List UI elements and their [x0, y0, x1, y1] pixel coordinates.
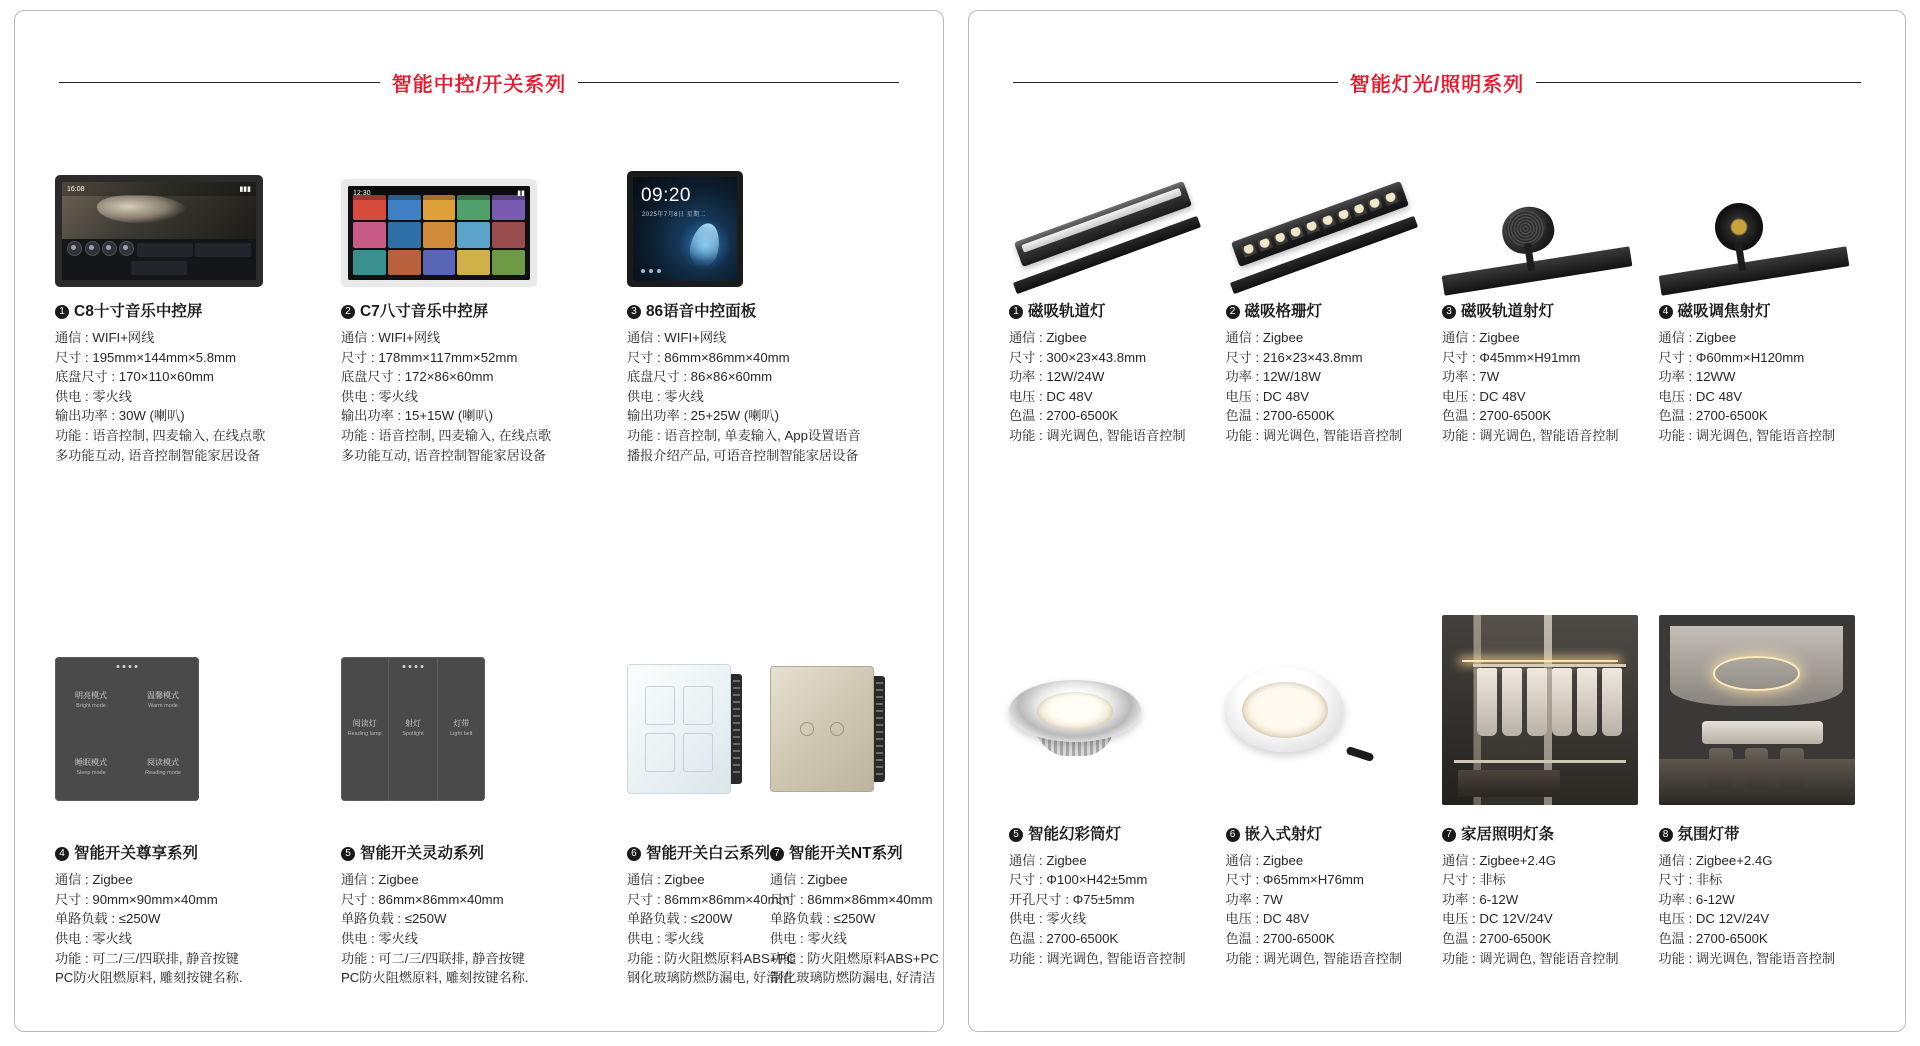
- product-image: [1009, 610, 1226, 810]
- product-spec: 功能 : 调光调色, 智能语音控制: [1225, 950, 1403, 966]
- product-spec: 供电 : 零火线: [340, 930, 418, 946]
- product-card: [769, 629, 939, 988]
- product-card: [55, 629, 341, 988]
- product-spec: 播报介绍产品, 可语音控制智能家居设备: [626, 447, 859, 463]
- product-spec: 功能 : 调光调色, 智能语音控制: [1658, 950, 1836, 966]
- product-index: 3: [1442, 305, 1456, 319]
- product-spec: 尺寸 : 300×23×43.8mm: [1009, 349, 1147, 365]
- product-card: [341, 629, 627, 988]
- product-spec: 功能 : 防火阻燃原料ABS+PC: [626, 950, 796, 966]
- product-index: 4: [1659, 305, 1673, 319]
- product-spec: 尺寸 : 195mm×144mm×5.8mm: [55, 349, 237, 365]
- rule-left: [59, 82, 380, 83]
- product-spec: 功率 : 12W/18W: [1225, 369, 1321, 385]
- product-spec: 通信 : Zigbee: [1225, 852, 1304, 868]
- product-title: 3 86语音中控面板: [627, 299, 913, 321]
- product-spec: 通信 : Zigbee: [1442, 330, 1520, 345]
- rule-right: [578, 82, 899, 83]
- panel-smart-control: [14, 10, 944, 1032]
- switch-button-label[interactable]: 睡眠模式 Sleep mode: [75, 757, 107, 776]
- product-spec: 尺寸 : Φ65mm×H76mm: [1225, 872, 1364, 888]
- section-title-right: 智能灯光/照明系列: [1349, 73, 1525, 96]
- screen-time: 16:08: [67, 185, 85, 193]
- product-spec: 尺寸 : 非标: [1658, 872, 1723, 888]
- switch-button-label[interactable]: 阅读模式 Reading mode: [145, 757, 181, 776]
- product-spec: 输出功率 : 15+15W (喇叭): [340, 408, 494, 424]
- switch-split-art: [341, 657, 485, 801]
- product-spec: 电压 : DC 12V/24V: [1442, 911, 1553, 927]
- product-image: [1226, 610, 1443, 810]
- product-spec: 功能 : 防火阻燃原料ABS+PC: [769, 950, 939, 966]
- product-image: [1226, 159, 1443, 287]
- product-spec: 功能 : 语音控制, 四麦输入, 在线点歌: [340, 427, 552, 443]
- product-spec: 通信 : Zigbee: [1009, 330, 1087, 345]
- row-spacer: [1009, 446, 1875, 610]
- product-title: 5 智能开关灵动系列: [341, 841, 627, 863]
- product-spec: 多功能互动, 语音控制智能家居设备: [55, 447, 261, 463]
- product-spec: 供电 : 零火线: [55, 930, 132, 946]
- rule-left: [1013, 82, 1338, 83]
- product-card: [341, 159, 627, 465]
- product-index: 8: [1659, 828, 1673, 842]
- track-spot-light-art: [1442, 169, 1642, 287]
- product-spec: 电压 : DC 12V/24V: [1658, 911, 1770, 927]
- product-card: [1442, 159, 1659, 446]
- product-spec: 色温 : 2700-6500K: [1225, 408, 1335, 424]
- product-spec: 尺寸 : 86mm×86mm×40mm: [340, 891, 504, 907]
- product-index: 5: [341, 847, 355, 861]
- section-header-right: [1013, 69, 1861, 95]
- product-image: [627, 629, 770, 829]
- product-index: 1: [1009, 305, 1023, 319]
- product-spec: 电压 : DC 48V: [1009, 388, 1093, 404]
- product-spec: 通信 : Zigbee: [769, 872, 848, 888]
- product-card: [1659, 610, 1876, 969]
- product-spec: 功率 : 7W: [1225, 891, 1283, 907]
- switch-button-label[interactable]: 温馨模式 Warm mode: [147, 690, 179, 709]
- product-spec: 功率 : 6-12W: [1658, 891, 1735, 907]
- switch-gold-art: [770, 666, 874, 792]
- product-spec: 尺寸 : 非标: [1442, 872, 1506, 888]
- product-spec: 功能 : 调光调色, 智能语音控制: [1009, 950, 1186, 966]
- switch-button-label[interactable]: 阅读灯 Reading lamp: [347, 719, 382, 738]
- product-spec: PC防火阻燃原料, 雕刻按键名称.: [55, 970, 243, 986]
- product-spec: 通信 : Zigbee: [626, 872, 705, 888]
- product-spec: 通信 : WIFI+网线: [340, 330, 441, 345]
- product-spec: 电压 : DC 48V: [1225, 388, 1310, 404]
- product-image: [55, 629, 341, 829]
- product-spec: 功率 : 7W: [1442, 369, 1500, 385]
- product-spec: 开孔尺寸 : Φ75±5mm: [1009, 891, 1135, 907]
- product-spec: 供电 : 零火线: [769, 930, 847, 946]
- product-index: 3: [627, 305, 641, 319]
- product-card: [627, 159, 913, 465]
- product-spec: 通信 : Zigbee: [1658, 330, 1737, 345]
- product-spec: 通信 : Zigbee+2.4G: [1658, 852, 1773, 868]
- product-title: 6 智能开关白云系列: [627, 841, 770, 863]
- product-title: 2 磁吸格珊灯: [1226, 299, 1443, 321]
- product-spec: 色温 : 2700-6500K: [1442, 408, 1552, 424]
- product-spec: 底盘尺寸 : 86×86×60mm: [626, 369, 773, 385]
- panel-smart-lighting: [968, 10, 1906, 1032]
- product-spec: 色温 : 2700-6500K: [1658, 930, 1768, 946]
- product-title: 4 智能开关尊享系列: [55, 841, 341, 863]
- product-card: [1009, 159, 1226, 446]
- switch-button-label[interactable]: 射灯 Spotlight: [402, 719, 424, 738]
- product-image: [770, 629, 913, 829]
- product-index: 2: [341, 305, 355, 319]
- magnetic-track-light-art: [1009, 177, 1209, 287]
- product-spec: 通信 : Zigbee: [1225, 330, 1304, 345]
- focusable-spot-light-art: [1659, 169, 1859, 287]
- c8-control-screen-art: 16:08 ▮▮▮: [55, 175, 263, 287]
- product-spec: 供电 : 零火线: [1009, 911, 1086, 927]
- product-spec: 电压 : DC 48V: [1442, 388, 1526, 404]
- downlight-art: [1009, 664, 1141, 756]
- product-spec: 供电 : 零火线: [55, 388, 132, 404]
- product-index: 6: [1226, 828, 1240, 842]
- magnetic-grille-light-art: [1226, 177, 1426, 287]
- product-index: 7: [770, 847, 784, 861]
- product-spec: 多功能互动, 语音控制智能家居设备: [340, 447, 547, 463]
- switch-button-label[interactable]: 灯带 Light belt: [450, 719, 473, 738]
- product-spec: 底盘尺寸 : 170×110×60mm: [55, 369, 214, 385]
- recessed-spot-art: [1226, 658, 1374, 762]
- product-image: [341, 629, 627, 829]
- product-card-pair: [626, 629, 939, 988]
- product-spec: 底盘尺寸 : 172×86×60mm: [340, 369, 494, 385]
- product-spec: 功能 : 调光调色, 智能语音控制: [1009, 427, 1186, 443]
- product-spec: 供电 : 零火线: [626, 388, 704, 404]
- product-spec: 尺寸 : 90mm×90mm×40mm: [55, 891, 218, 907]
- product-spec: 尺寸 : 178mm×117mm×52mm: [340, 349, 518, 365]
- product-spec: 功能 : 调光调色, 智能语音控制: [1658, 427, 1836, 443]
- product-spec: 输出功率 : 30W (喇叭): [55, 408, 185, 424]
- product-image: [341, 159, 627, 287]
- product-spec: 色温 : 2700-6500K: [1009, 930, 1119, 946]
- section-title-left: 智能中控/开关系列: [391, 73, 567, 96]
- product-spec: 输出功率 : 25+25W (喇叭): [626, 408, 779, 424]
- product-spec: 尺寸 : Φ100×H42±5mm: [1009, 872, 1148, 888]
- product-spec: 单路负载 : ≤200W: [626, 911, 733, 927]
- product-title: 2 C7八寸音乐中控屏: [341, 299, 627, 321]
- product-image: [1442, 159, 1659, 287]
- product-spec: 功率 : 12WW: [1658, 369, 1736, 385]
- product-spec: 电压 : DC 48V: [1658, 388, 1743, 404]
- row-spacer: [55, 465, 913, 629]
- product-spec: 供电 : 零火线: [340, 388, 418, 404]
- product-title: 8 氛围灯带: [1659, 822, 1876, 844]
- product-spec: 通信 : Zigbee: [340, 872, 419, 888]
- product-spec: 色温 : 2700-6500K: [1225, 930, 1335, 946]
- product-grid-right: [1009, 159, 1875, 968]
- product-spec: 通信 : WIFI+网线: [55, 330, 155, 345]
- product-index: 1: [55, 305, 69, 319]
- product-index: 6: [627, 847, 641, 861]
- product-spec: 色温 : 2700-6500K: [1442, 930, 1552, 946]
- product-spec: 功能 : 语音控制, 四麦输入, 在线点歌: [55, 427, 266, 443]
- product-card: [626, 629, 796, 988]
- product-spec: 通信 : WIFI+网线: [626, 330, 727, 345]
- product-index: 5: [1009, 828, 1023, 842]
- product-title: 1 C8十寸音乐中控屏: [55, 299, 341, 321]
- product-grid-left: [55, 159, 939, 988]
- product-spec: 单路负载 : ≤250W: [340, 911, 447, 927]
- product-spec: 单路负载 : ≤250W: [55, 911, 161, 927]
- product-title: 1 磁吸轨道灯: [1009, 299, 1226, 321]
- product-spec: 功能 : 调光调色, 智能语音控制: [1442, 427, 1619, 443]
- product-spec: 功率 : 12W/24W: [1009, 369, 1105, 385]
- product-title: 5 智能幻彩筒灯: [1009, 822, 1226, 844]
- rule-right: [1536, 82, 1861, 83]
- product-spec: 功能 : 调光调色, 智能语音控制: [1225, 427, 1403, 443]
- product-image: [1659, 159, 1876, 287]
- product-spec: 尺寸 : Φ45mm×H91mm: [1442, 349, 1581, 365]
- product-title: 7 智能开关NT系列: [770, 841, 913, 863]
- switch-quad-art: [55, 657, 199, 801]
- product-spec: 功能 : 调光调色, 智能语音控制: [1442, 950, 1619, 966]
- product-card: [1226, 159, 1443, 446]
- switch-white-art: [627, 664, 731, 794]
- product-title: 6 嵌入式射灯: [1226, 822, 1443, 844]
- product-card: [1659, 159, 1876, 446]
- product-image: [1659, 610, 1876, 810]
- product-spec: 供电 : 零火线: [626, 930, 704, 946]
- product-title: 4 磁吸调焦射灯: [1659, 299, 1876, 321]
- product-spec: 色温 : 2700-6500K: [1009, 408, 1119, 424]
- voice-panel-art: [627, 171, 743, 287]
- product-index: 7: [1442, 828, 1456, 842]
- product-card: [1226, 610, 1443, 969]
- product-title: 7 家居照明灯条: [1442, 822, 1659, 844]
- product-card: [55, 159, 341, 465]
- voice-screen-time: 09:20: [640, 185, 691, 206]
- wardrobe-lighting-photo: [1442, 615, 1638, 805]
- product-spec: 尺寸 : 86mm×86mm×40mm: [626, 891, 790, 907]
- product-spec: 功率 : 6-12W: [1442, 891, 1519, 907]
- product-image: [627, 159, 913, 287]
- product-spec: 功能 : 可二/三/四联排, 静音按键: [340, 950, 525, 966]
- c7-control-screen-art: 12:30 ▮▮: [341, 179, 537, 287]
- product-card: [1442, 610, 1659, 969]
- product-title: 3 磁吸轨道射灯: [1442, 299, 1659, 321]
- product-card: [1009, 610, 1226, 969]
- product-spec: 单路负载 : ≤250W: [769, 911, 876, 927]
- product-spec: 尺寸 : 216×23×43.8mm: [1225, 349, 1363, 365]
- product-spec: 通信 : Zigbee: [55, 872, 133, 888]
- voice-screen-date: 2025年7月8日 星期二: [641, 212, 707, 218]
- product-spec: 钢化玻璃防燃防漏电, 好清洁: [769, 970, 936, 986]
- product-spec: 通信 : Zigbee+2.4G: [1442, 852, 1556, 868]
- switch-button-label[interactable]: 明亮模式 Bright mode: [75, 690, 107, 709]
- product-index: 2: [1226, 305, 1240, 319]
- product-spec: 尺寸 : 86mm×86mm×40mm: [626, 349, 790, 365]
- product-spec: 尺寸 : Φ60mm×H120mm: [1658, 349, 1805, 365]
- product-spec: 钢化玻璃防燃防漏电, 好清洁: [626, 970, 793, 986]
- product-spec: 通信 : Zigbee: [1009, 852, 1087, 868]
- product-image: [1442, 610, 1659, 810]
- product-spec: 色温 : 2700-6500K: [1658, 408, 1768, 424]
- product-spec: 功能 : 可二/三/四联排, 静音按键: [55, 950, 239, 966]
- ambient-strip-photo: [1659, 615, 1855, 805]
- product-index: 4: [55, 847, 69, 861]
- section-header-left: [59, 69, 899, 95]
- product-spec: 尺寸 : 86mm×86mm×40mm: [769, 891, 933, 907]
- product-spec: PC防火阻燃原料, 雕刻按键名称.: [340, 970, 529, 986]
- product-image: [55, 159, 341, 287]
- product-spec: 功能 : 语音控制, 单麦输入, App设置语音: [626, 427, 861, 443]
- product-image: [1009, 159, 1226, 287]
- product-spec: 电压 : DC 48V: [1225, 911, 1310, 927]
